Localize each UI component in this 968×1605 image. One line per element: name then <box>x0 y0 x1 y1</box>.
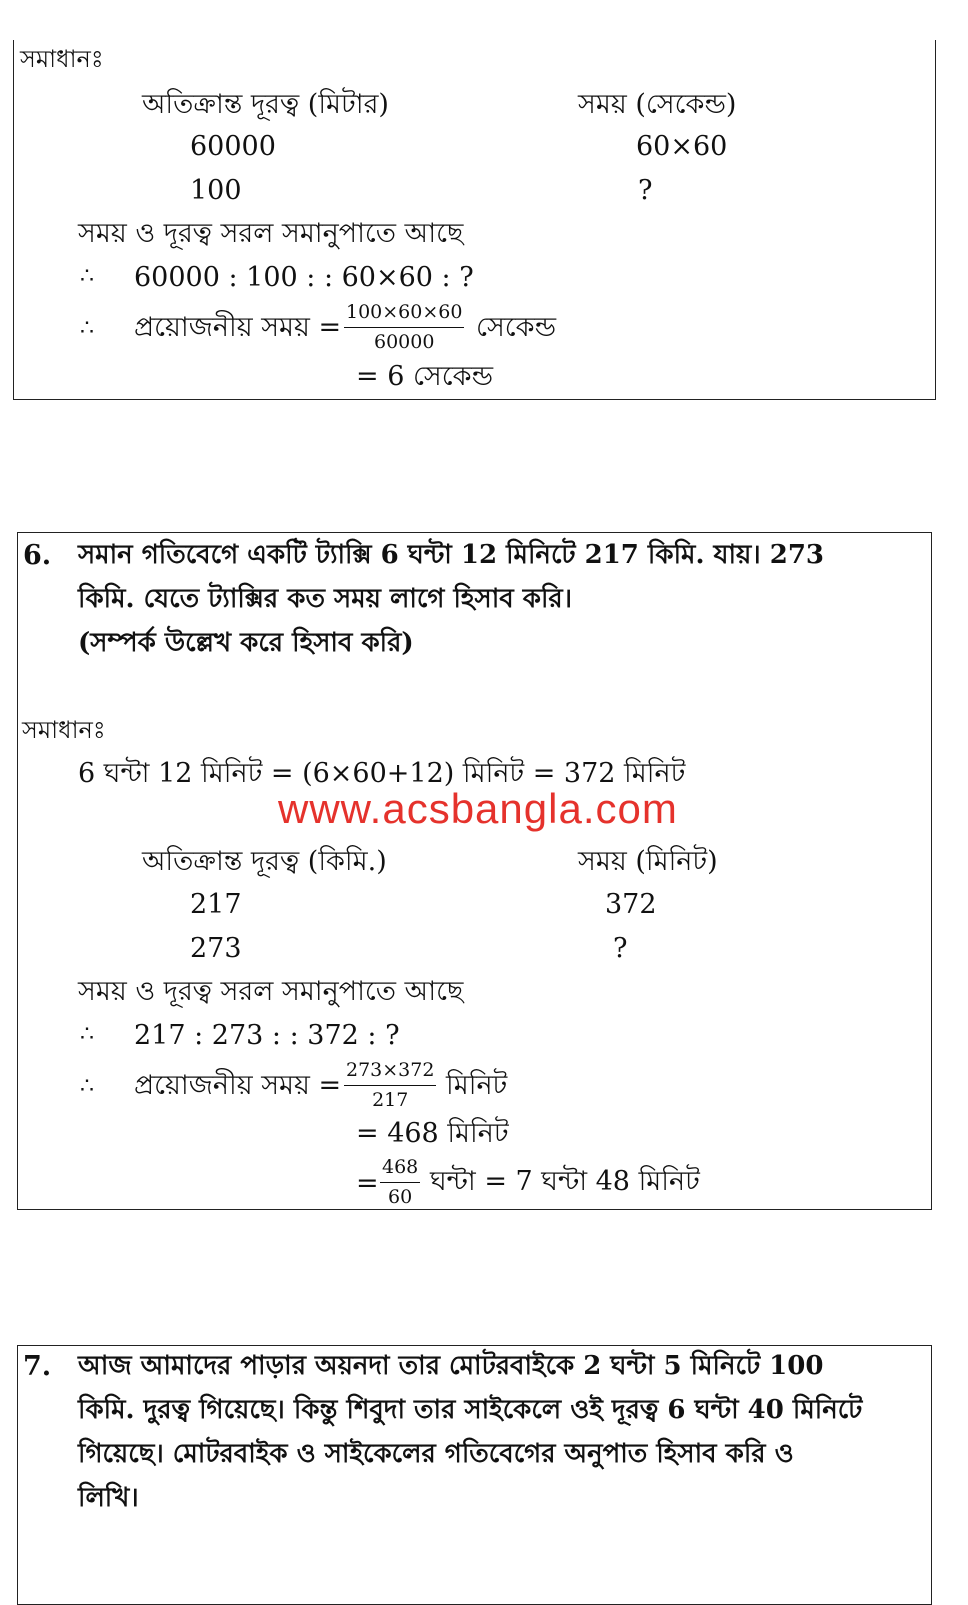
solution-label: সমাধানঃ <box>22 716 106 744</box>
time-value-2: ? <box>613 933 628 964</box>
result-line: = 6 সেকেন্ড <box>356 361 494 392</box>
solution-label: সমাধানঃ <box>20 45 104 73</box>
fraction-numerator: 273×372 <box>344 1061 436 1086</box>
fraction-numerator: 468 <box>380 1158 420 1183</box>
distance-value-2: 100 <box>190 175 242 206</box>
distance-value-2: 273 <box>190 933 242 964</box>
time-column-header: সময় (মিনিট) <box>578 846 718 877</box>
unit-label: মিনিট <box>446 1070 508 1101</box>
proportion-equation: 60000 : 100 : : 60×60 : ? <box>134 262 474 293</box>
therefore-symbol: ∴ <box>80 1022 94 1047</box>
question-text-line: কিমি. যেতে ট্যাক্সির কত সময় লাগে হিসাব করি। <box>78 584 573 614</box>
therefore-symbol: ∴ <box>80 264 94 289</box>
result-line: = 468 মিনিট <box>356 1118 509 1149</box>
question-text-line: লিখি। <box>78 1483 139 1513</box>
fraction-denominator: 60000 <box>374 331 435 353</box>
fraction <box>380 1158 420 1207</box>
therefore-symbol: ∴ <box>80 1074 94 1099</box>
fraction-numerator: 100×60×60 <box>344 303 464 328</box>
question-text-line: সমান গতিবেগে একটি ট্যাক্সি 6 ঘন্টা 12 মিনিটে 217 কিমি. যায়। 273 <box>78 540 824 570</box>
time-value-2: ? <box>638 175 653 206</box>
watermark: www.acsbangla.com <box>278 785 678 832</box>
fraction <box>344 1061 436 1110</box>
fraction-denominator: 60 <box>388 1186 413 1208</box>
distance-value-1: 60000 <box>190 131 276 162</box>
question-text-line: আজ আমাদের পাড়ার অয়নদা তার মোটরবাইকে 2 ঘন্টা 5 মিনিটে 100 <box>78 1351 824 1381</box>
proportion-equation: 217 : 273 : : 372 : ? <box>134 1020 400 1051</box>
time-value-1: 60×60 <box>636 131 728 162</box>
result-line: ঘন্টা = 7 ঘন্টা 48 মিনিট <box>430 1166 700 1197</box>
question-number: 7. <box>23 1351 52 1382</box>
distance-column-header: অতিক্রান্ত দূরত্ব (মিটার) <box>142 89 389 120</box>
question-text-line: (সম্পর্ক উল্লেখ করে হিসাব করি) <box>78 628 414 658</box>
therefore-symbol: ∴ <box>80 316 94 341</box>
fraction <box>344 303 464 352</box>
unit-label: সেকেন্ড <box>476 312 557 343</box>
question-7-box <box>17 1345 932 1605</box>
time-value-1: 372 <box>605 889 657 920</box>
relation-statement: সময় ও দূরত্ব সরল সমানুপাতে আছে <box>78 218 464 249</box>
relation-statement: সময় ও দূরত্ব সরল সমানুপাতে আছে <box>78 976 464 1007</box>
distance-column-header: অতিক্রান্ত দূরত্ব (কিমি.) <box>142 846 387 877</box>
required-time-label: প্রয়োজনীয় সময় = <box>134 1070 342 1101</box>
question-text-line: কিমি. দুরত্ব গিয়েছে। কিন্তু শিবুদা তার সাইকেলে ওই দূরত্ব 6 ঘন্টা 40 মিনিটে <box>78 1395 863 1425</box>
fraction-denominator: 217 <box>372 1089 409 1111</box>
distance-value-1: 217 <box>190 889 242 920</box>
required-time-label: প্রয়োজনীয় সময় = <box>134 312 342 343</box>
equals-sign: = <box>356 1168 379 1199</box>
question-text-line: গিয়েছে। মোটরবাইক ও সাইকেলের গতিবেগের অনুপাত হিসাব করি ও <box>78 1439 794 1469</box>
time-conversion: 6 ঘন্টা 12 মিনিট = (6×60+12) মিনিট = 372 মিনিট <box>78 758 686 789</box>
question-number: 6. <box>23 540 52 571</box>
time-column-header: সময় (সেকেন্ড) <box>578 89 737 120</box>
